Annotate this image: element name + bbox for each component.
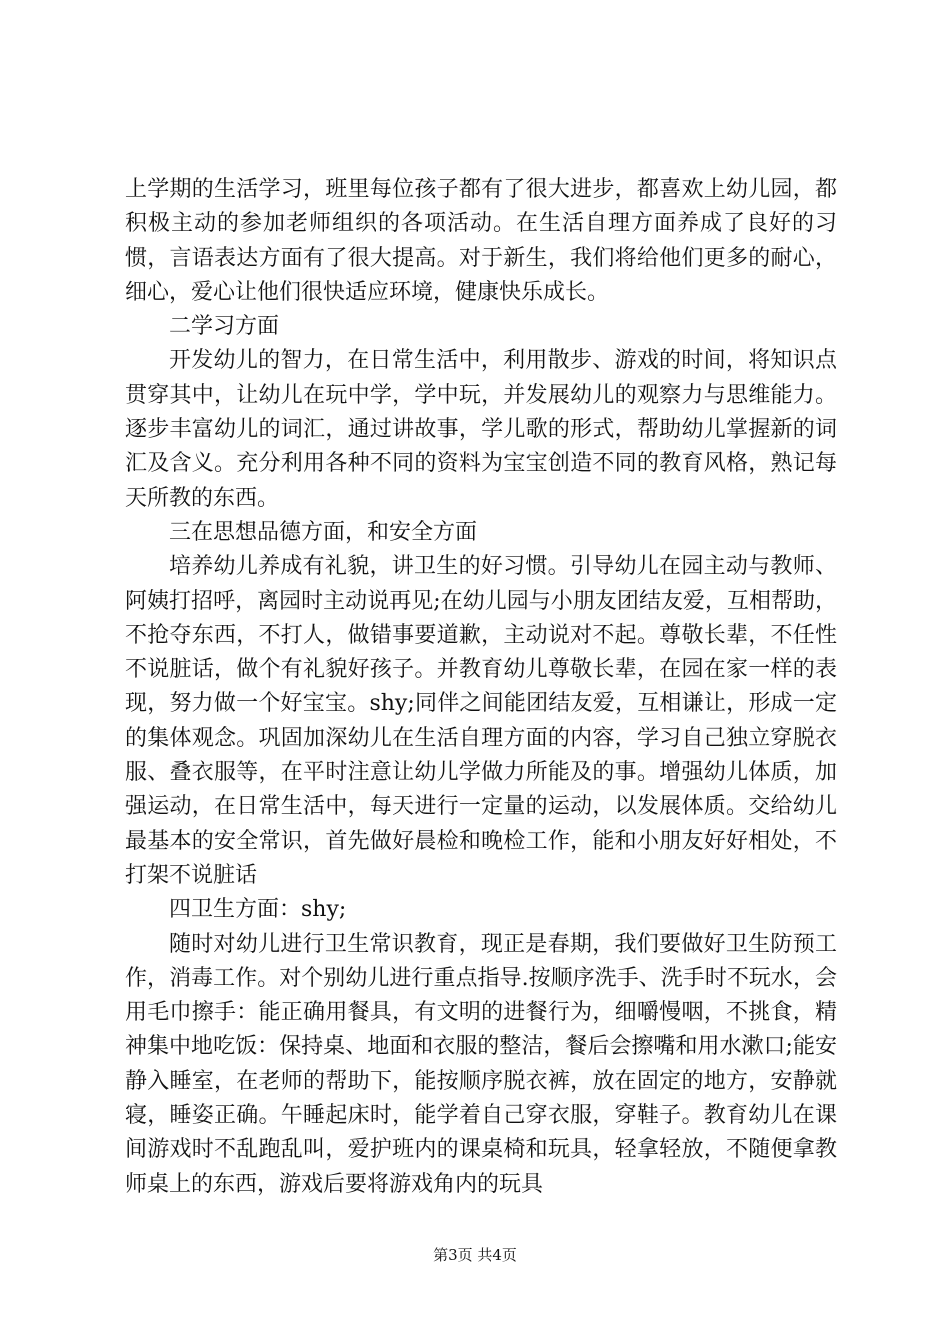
document-body — [125, 173, 837, 1202]
paragraph-hygiene: 随时对幼儿进行卫生常识教育，现正是春期，我们要做好卫生防预工作，消毒工作。对个别幼儿进行重点指导.按顺序洗手、洗手时不玩水，会用毛巾擦手：能正确用餐具，有文明的进餐行为，细嚼慢咽，不挑食，精神集中地吃饭：保持桌、地面和衣服的整洁，餐后会擦嘴和用水漱口;能安静入睡室，在老师的帮助下，能按顺序脱衣裤，放在固定的地方，安静就寝，睡姿正确。午睡起床时，能学着自己穿衣服，穿鞋子。教育幼儿在课间游戏时不乱跑乱叫，爱护班内的课桌椅和玩具，轻拿轻放，不随便拿教师桌上的东西，游戏后要将游戏角内的玩具 — [125, 931, 837, 1197]
paragraph-intro-continued: 上学期的生活学习，班里每位孩子都有了很大进步，都喜欢上幼儿园，都积极主动的参加老师组织的各项活动。在生活自理方面养成了良好的习惯，言语表达方面有了很大提高。对于新生，我们将给他们更多的耐心，细心，爱心让他们很快适应环境，健康快乐成长。 — [125, 177, 837, 305]
paragraph-morality-safety: 培养幼儿养成有礼貌，讲卫生的好习惯。引导幼儿在园主动与教师、阿姨打招呼，离园时主动说再见;在幼儿园与小朋友团结友爱，互相帮助，不抢夺东西，不打人，做错事要道歉，主动说对不起。尊敬长辈，不任性不说脏话，做个有礼貌好孩子。并教育幼儿尊敬长辈，在园在家一样的表现，努力做一个好宝宝。shy;同伴之间能团结友爱，互相谦让，形成一定的集体观念。巩固加深幼儿在生活自理方面的内容，学习自己独立穿脱衣服、叠衣服等，在平时注意让幼儿学做力所能及的事。增强幼儿体质，加强运动，在日常生活中，每天进行一定量的运动，以发展体质。交给幼儿最基本的安全常识，首先做好晨检和晚检工作，能和小朋友好好相处，不打架不说脏话 — [125, 554, 837, 888]
paragraph-study: 开发幼儿的智力，在日常生活中，利用散步、游戏的时间，将知识点贯穿其中，让幼儿在玩中学，学中玩，并发展幼儿的观察力与思维能力。逐步丰富幼儿的词汇，通过讲故事，学儿歌的形式，帮助幼儿掌握新的词汇及含义。充分利用各种不同的资料为宝宝创造不同的教育风格，熟记每天所教的东西。 — [125, 348, 837, 511]
section-heading-morality-safety: 三在思想品德方面，和安全方面 — [169, 519, 478, 545]
section-heading-hygiene: 四卫生方面：shy; — [169, 897, 347, 923]
page-number-footer: 第3页 共4页 — [433, 1246, 517, 1264]
section-heading-study: 二学习方面 — [169, 314, 280, 340]
